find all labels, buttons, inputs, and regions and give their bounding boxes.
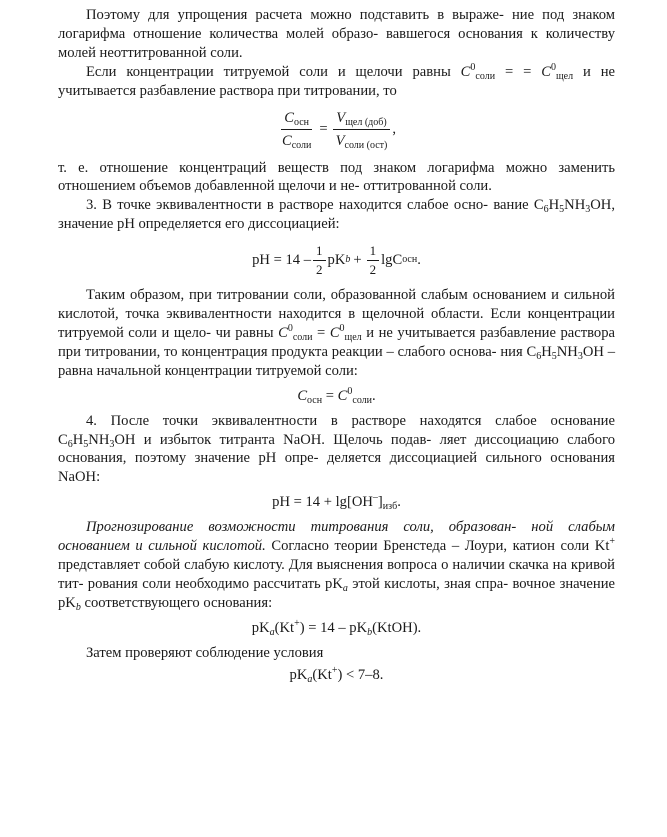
math-sub: щел [344,331,362,343]
text-line: Затем проверяют соблюдение условия [86,644,324,661]
math-sub: a [342,582,348,594]
math-var: pK [289,667,308,684]
math-var: C [297,387,308,404]
text-line: кислоту. Для выяснения вопроса о наличии скачка на кривой тит- [58,556,615,592]
math-op: = [504,63,514,80]
text-line: Таким образом, при титровании соли, образованной слабым [86,287,468,304]
paragraph-2 [58,63,615,101]
math-num: 1 [367,244,380,261]
math-sub: 5 [551,350,557,362]
paragraph-8 [58,644,615,663]
text-line: этой кислоты, зная спра- [347,575,509,592]
text-line: основанием и сильной кислотой, точка эквивалентности находится [58,287,615,323]
math-expr: ) = 14 – pK [299,619,368,636]
text-line: NH [564,197,586,214]
formula-ph-equivalence: pH = 14 – $\frac{1}{2}$ pK b + $\frac{1}{2}$ lgC осн . [252,242,421,277]
text-line: Поэтому для упрощения расчета можно подставить в выраже- [86,7,504,23]
fraction-half [313,244,326,277]
math-sup: + [294,617,300,629]
text-line: титровании, то концентрация продукта реакции – слабого основа- [84,343,497,360]
text-line: вание C [493,197,544,214]
text-line: OH – равна начальной концентрации титруемой соли: [58,343,616,379]
math-sup: 0 [339,322,345,334]
text-line: основание C [58,412,615,448]
text-line: можно заменить отношением объемов добавленной щелочи и не- [58,159,615,195]
text-line: чи равны [215,324,274,341]
math-op: + [353,251,362,268]
math-punct: . [372,387,376,404]
math-expr: (KtOH). [372,619,422,636]
text-line: NH [556,343,578,360]
math-var: C [281,133,292,150]
paragraph-5 [58,286,615,381]
math-sub: 6 [543,204,549,216]
paragraph-6 [58,412,615,488]
math-sub: b [75,601,81,613]
math-punct: ] [377,494,383,511]
math-var: C [329,324,340,341]
text-line: т. е. отношение концентраций веществ под знаком логарифма [58,159,495,176]
text-line: 3. В точке эквивалентности в растворе находится слабое осно- [86,197,489,214]
math-var: C [284,110,294,127]
math-expr: pH = 14 + lg[OH [272,494,373,511]
math-sub: 3 [585,204,591,216]
formula-pka [58,619,615,638]
math-var: C [278,324,288,341]
text-line: ние под знаком логарифма отношение количества молей образо- [58,7,615,42]
math-sub: щел (доб) [345,117,387,129]
text-line: OH и избыток титранта NaOH. Щелочь подав- [114,431,432,448]
math-sub: соли [291,140,312,152]
math-sub: a [269,626,275,638]
formula-concentration-ratio [58,101,615,159]
text-line: ния C [500,343,537,360]
math-punct: , [392,121,397,138]
text-line: H [541,343,552,360]
paragraph-7 [58,518,615,613]
math-sub: 3 [109,438,115,450]
math-sup: – [372,492,378,504]
math-sub: соли (ост) [344,140,388,152]
text-line: ляет диссоциацию слабого основания, поэтому значение pH опре- [58,431,615,467]
text-line: и не учитывается разбавление раствора при [58,324,615,360]
math-expr: lgC [381,251,403,268]
math-sup: 0 [470,61,476,73]
text-line: H [72,431,84,448]
math-op: = [325,387,334,404]
math-expr: ) < 7–8. [337,667,384,684]
math-op: = [317,324,326,341]
math-sub: a [307,674,313,686]
math-sup: 0 [550,61,556,73]
math-expr: (Kt [274,619,295,636]
text-line: Согласно теории [265,538,378,555]
math-sup: + [609,536,616,548]
math-op: = [319,121,328,138]
text-line: деляется диссоциацией сильного основания NaOH: [58,450,615,486]
text-line: соответствующего основания: [80,594,273,611]
math-sup: 0 [347,385,353,397]
italic-heading: ной слабым основанием и сильной кислотой. [58,519,615,555]
text-line: вавшегося основания к количеству молей неоттитрованной соли. [58,25,615,61]
math-den: 2 [316,261,323,277]
math-sub: щел [555,70,574,82]
math-var: pK [327,251,346,268]
paragraph-3 [58,159,615,197]
paragraph-1 [58,6,615,63]
math-sub: соли [475,70,496,82]
math-sub: b [367,626,373,638]
italic-heading: Прогнозирование возможности титрования соли, образован- [86,519,517,536]
math-sub: 6 [67,438,73,450]
math-var: V [336,110,346,127]
text-line: H [548,197,560,214]
math-punct: . [397,494,401,511]
formula-ph-excess [58,493,615,512]
text-line: и не учитывается разбавление раствора при титровании, то [58,63,616,99]
math-expr: pH = 14 – [252,251,312,268]
fraction-half [367,244,380,277]
text-line: Бренстеда – Лоури, катион соли Kt [383,538,610,555]
math-var: pK [251,619,270,636]
math-sub: соли [352,394,373,406]
math-op: = [523,63,532,80]
text-line: рования соли необходимо рассчитать pK [87,575,343,592]
math-sub: осн [307,394,323,406]
math-var: C [460,63,471,80]
math-sub: изб [382,501,398,513]
math-sup: + [331,665,338,677]
text-line: OH, значение pH определяется его диссоциацией: [58,197,615,233]
fraction-v [333,109,391,150]
math-den: 2 [369,261,377,277]
text-line: 4. После точки эквивалентности в растворе находятся слабое [86,412,537,429]
math-sub: 5 [559,204,565,216]
math-var: C [337,387,348,404]
math-num: 1 [313,244,326,261]
fraction-c [279,109,314,150]
text-line: представляет собой слабую [58,556,230,573]
math-expr: (Kt [312,667,332,684]
text-line: вочное значение pK [58,575,615,611]
text-line: оттитрованной соли. [363,178,492,195]
math-sub: соли [292,331,313,343]
formula-c-osn [58,387,615,406]
math-sub: 5 [83,438,89,450]
text-line: в щелочной области. Если концентрации титруемой соли и щело- [58,306,615,341]
math-sub: осн [293,117,310,129]
math-punct: . [417,251,421,268]
text-line: NH [88,431,110,448]
formula-condition [58,666,615,685]
math-var: C [541,63,551,80]
math-sup: 0 [287,322,293,334]
math-sub: 6 [536,350,542,362]
math-sub: 3 [577,350,583,362]
paragraph-4 [58,196,615,234]
text-line: Если концентрации титруемой соли и щелочи равны [86,63,451,80]
math-var: V [335,133,345,150]
